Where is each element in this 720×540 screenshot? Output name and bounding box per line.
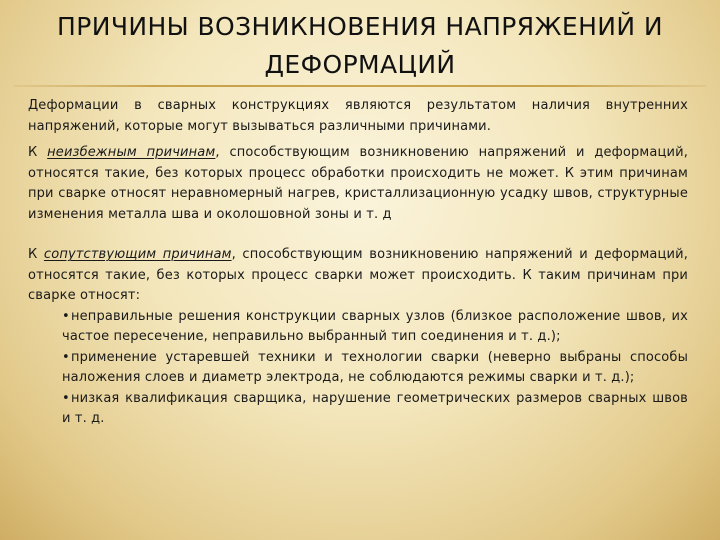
slide-body (28, 96, 688, 430)
bullet-text: неправильные решения конструкции сварных узлов (близкое расположение швов, их частое пересечение, неправильно выбранный тип соединения и т. д.); (62, 308, 688, 344)
inevitable-causes-term: неизбежным причинам (47, 145, 216, 160)
list-item (62, 389, 688, 430)
accompanying-causes-text: , способствующим возникновению напряжений и деформаций, относятся такие, без которых процесс сварки может происходить. К таким причинам при сварке относят: (28, 247, 688, 303)
bullet-icon: • (62, 308, 70, 324)
list-item (62, 307, 688, 348)
title-line-1: ПРИЧИНЫ ВОЗНИКНОВЕНИЯ НАПРЯЖЕНИЙ И (57, 12, 663, 41)
bullet-text: низкая квалификация сварщика, нарушение геометрических размеров сварных швов и т. д. (62, 390, 688, 426)
inevitable-causes-paragraph (28, 143, 688, 225)
accompanying-causes-term: сопутствующим причинам (43, 247, 232, 262)
causes-bullet-list (28, 307, 688, 430)
inevitable-causes-text: , способствующим возникновению напряжений и деформаций, относятся такие, без которых процесс обработки происходить не может. К этим причинам при сварке относят неравномерный нагрев, кристаллизационную усадку швов, структурные изменения металла шва и околошовной зоны и т. д (28, 145, 688, 222)
inevitable-prefix: К (28, 145, 48, 160)
bullet-text: применение устаревшей техники и технологии сварки (неверно выбраны способы наложения слоев и диаметр электрода, не соблюдаются режимы сварки и т. д.); (62, 349, 688, 385)
accompanying-prefix: К (28, 247, 44, 262)
page-title (0, 8, 720, 84)
title-divider (14, 85, 706, 87)
intro-paragraph: Деформации в сварных конструкциях являются результатом наличия внутренних напряжений, которые могут вызываться различными причинами. (28, 98, 688, 134)
accompanying-causes-paragraph (28, 245, 688, 307)
list-item (62, 348, 688, 389)
bullet-icon: • (62, 390, 70, 406)
title-line-2: ДЕФОРМАЦИЙ (264, 50, 456, 79)
bullet-icon: • (62, 349, 70, 365)
